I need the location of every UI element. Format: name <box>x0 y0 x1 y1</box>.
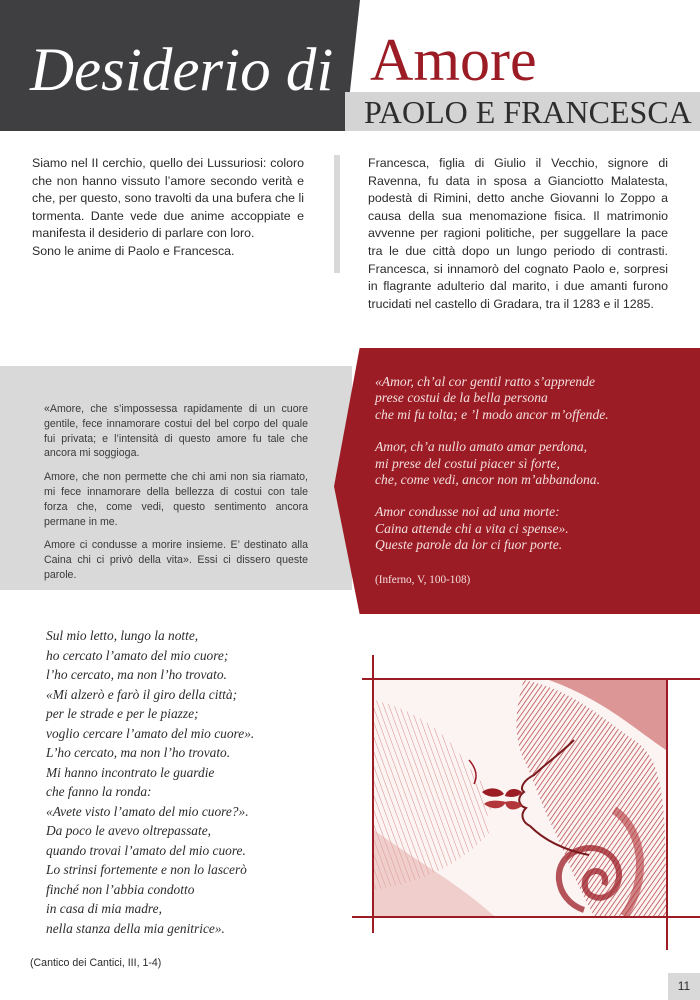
verse-line: che mi fu tolta; e ’l modo ancor m’offende. <box>375 406 609 422</box>
inferno-stanza <box>375 504 675 553</box>
poem-line: «Mi alzerò e farò il giro della città; <box>46 686 238 702</box>
paraphrase-paragraph: Amore ci condusse a morire insieme. E’ destinato alla Caina chi ci privò della vita». Essi ci dissero queste parole. <box>44 539 308 581</box>
poem-line: che fanno la ronda: <box>46 784 152 799</box>
title-amore: Amore <box>370 27 537 93</box>
paraphrase-paragraph: Amore, che non permette che chi ami non sia riamato, mi fece innamorare della bellezza di costui con tale forza che, come vedi, questo sentimento ancora permane in me. <box>44 471 308 528</box>
kiss-illustration <box>374 680 666 916</box>
poem-line: voglio cercare l’amato del mio cuore». <box>46 725 255 741</box>
poem-line: ho cercato l’amato del mio cuore; <box>46 647 229 663</box>
paraphrase-text <box>44 402 308 592</box>
intro-right-column <box>368 155 668 313</box>
title-desiderio-di: Desiderio di <box>30 37 334 104</box>
verse-line: Caina attende chi a vita ci spense». <box>375 520 569 536</box>
poem-line: «Avete visto l’amato del mio cuore?». <box>46 803 249 819</box>
poem-line: finché non l’abbia condotto <box>46 881 195 897</box>
poem-line: Mi hanno incontrato le guardie <box>46 764 215 780</box>
verse-line: «Amor, ch’al cor gentil ratto s’apprende <box>375 374 595 389</box>
frame-line <box>352 916 700 918</box>
poem-line: L’ho cercato, ma non l’ho trovato. <box>46 745 231 760</box>
frame-line <box>666 678 668 950</box>
poem-reference: (Cantico dei Cantici, III, 1-4) <box>30 957 162 969</box>
song-of-songs-poem <box>46 626 346 938</box>
verse-line: Queste parole da lor ci fuor porte. <box>375 537 563 553</box>
poem-line: per le strade e per le piazze; <box>46 706 199 721</box>
verse-line: prese costui de la bella persona <box>375 390 548 406</box>
verse-line: mi prese del costui piacer sì forte, <box>375 455 560 471</box>
poem-line: Sul mio letto, lungo la notte, <box>46 628 199 643</box>
inferno-quote <box>375 374 675 570</box>
subtitle-paolo-francesca: PAOLO E FRANCESCA <box>364 94 692 130</box>
poem-line: Lo strinsi fortemente e non lo lascerò <box>46 862 247 877</box>
poem-line: l’ho cercato, ma non l’ho trovato. <box>46 667 227 682</box>
paraphrase-paragraph: «Amore, che s’impossessa rapidamente di un cuore gentile, fece innamorare costui del bel corpo del quale fui privata; e l’intensità di questo amore fu tale che ancora mi soggioga. <box>44 403 308 460</box>
intro-left-column <box>32 155 304 261</box>
inferno-stanza <box>375 374 675 423</box>
verse-line: Amor condusse noi ad una morte: <box>375 504 560 520</box>
inferno-reference: (Inferno, V, 100-108) <box>375 574 471 586</box>
poem-line: Da poco le avevo oltrepassate, <box>46 823 211 838</box>
intro-left-paragraph: Sono le anime di Paolo e Francesca. <box>32 243 235 258</box>
page-number: 11 <box>677 979 691 993</box>
intro-left-paragraph: Siamo nel II cerchio, quello dei Lussuriosi: coloro che non hanno vissuto l’amore secondo verità e che, per questo, sono travolti da una bufera che li tormenta. Dante vede due anime accoppiate e manifesta il desiderio di parlare con loro. <box>32 156 304 241</box>
inferno-stanza <box>375 439 675 488</box>
column-divider <box>334 155 340 273</box>
intro-right-paragraph: Francesca, figlia di Giulio il Vecchio, signore di Ravenna, fu data in sposa a Gianciotto Malatesta, podestà di Rimini, detto anche Giovanni lo Zoppo a causa della sua menomazione fisica. Il matrimonio avvenne per ragioni politiche, per suggellare la pace tra le due città dopo un lungo periodo di contrasti. Francesca, si innamorò del cognato Paolo e, sorpresi in flagrante adulterio dal marito, i due amanti furono trucidati nel castello di Gradara, tra il 1283 e il 1285. <box>368 156 668 311</box>
poem-line: nella stanza della mia genitrice». <box>46 920 225 936</box>
poem-line: quando trovai l’amato del mio cuore. <box>46 842 246 858</box>
verse-line: che, come vedi, ancor non m’abbandona. <box>375 472 600 488</box>
verse-line: Amor, ch’a nullo amato amar perdona, <box>375 439 588 455</box>
poem-line: in casa di mia madre, <box>46 901 162 916</box>
